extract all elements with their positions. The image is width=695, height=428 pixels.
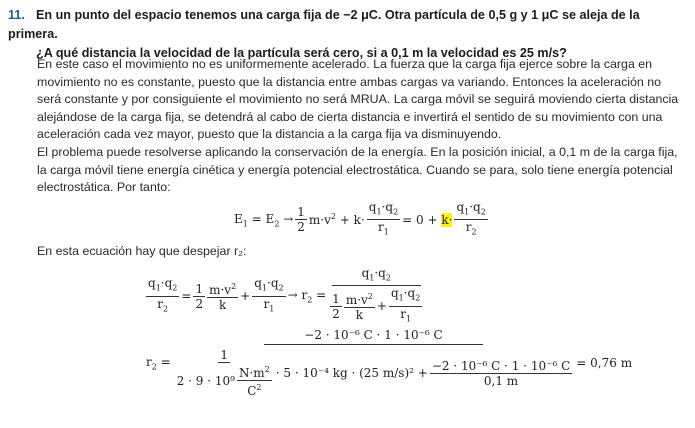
- paragraph-3: En esta ecuación hay que despejar r₂:: [37, 244, 247, 258]
- paragraph-2: El problema puede resolverse aplicando la conservación de la energía. En la posición inicial, a 0,1 m de la carga fija, la carga móvil tiene energía cinética y energía potencial electrostática. Cuando se para, solo tiene energía potencial electrostática. Por tanto:: [37, 145, 678, 195]
- potential-numerator: −2 · 10⁻⁶ C · 1 · 10⁻⁶ C: [431, 358, 571, 373]
- paragraph-1: En este caso el movimiento no es uniformemente acelerado. La fuerza que la carga fija ejerce sobre la carga en movimiento no es constante, puesto que la distancia entre ambas cargas va variando. Entonces la aceleración no será constante y por consiguiente el movimiento no será MRUA. La carga móvil se seguirá moviendo cierta distancia alejándose de la carga fija, se detendrá al cabo de cierta distancia e invertirá el sentido de su movimiento con una aceleración cada vez mayor, puesto que la distancia a la carga fija va disminuyendo.: [37, 57, 679, 142]
- question: [8, 6, 688, 63]
- question-line-2: ¿A qué distancia la velocidad de la partícula será cero, si a 0,1 m la velocidad es 25 m/s?: [36, 46, 567, 60]
- kinetic-term: · 5 · 10⁻⁴ kg · (25 m/s)² +: [275, 366, 428, 380]
- numeric-equation: $r_2$ = −2 · 10⁻⁶ C · 1 · 10⁻⁶ C 1 2 · 9 · 10⁹ $\frac{N\cdot m^2}{C^2}$ · 5 · 10⁻⁴ kg · (25 m/s)² + $\frac{\text{−2 · 10⁻⁶ C · 1 · 10⁻⁶ C}}{0,1 m}$ = 0,76 m: [146, 328, 633, 398]
- result: = 0,76 m: [576, 356, 633, 370]
- initial-distance: 0,1 m: [483, 373, 519, 388]
- solve-r2-equation: $\frac{q_1\cdot q_2}{r_2}$ = $\frac{1}{2}$ $\frac{m\cdot v^2}{k}$ + $\frac{q_1\cdot q_2}{r_1}$ → $r_2$ = $q_1\cdot q_2$ $\frac{1}{2}$ $\frac{m\cdot v^2}{k}$ + $\frac{q_1\cdot q_2}{r_1}$: [148, 266, 421, 324]
- energy-equation: $E_1 = E_2$ → $\frac{1}{2}$ $m\cdot v^2 + k\cdot$ $\frac{q_1\cdot q_2}{r_1}$ = 0 + k· $\frac{q_1\cdot q_2}{r_2}$: [234, 200, 486, 237]
- question-number: 11.: [8, 8, 25, 22]
- k-coefficient: 2 · 9 · 10⁹: [176, 373, 235, 388]
- numeric-numerator: −2 · 10⁻⁶ C · 1 · 10⁻⁶ C: [264, 328, 482, 345]
- question-line-1: En un punto del espacio tenemos una carga fija de −2 μC. Otra partícula de 0,5 g y 1 μC se aleja de la primera.: [8, 8, 640, 41]
